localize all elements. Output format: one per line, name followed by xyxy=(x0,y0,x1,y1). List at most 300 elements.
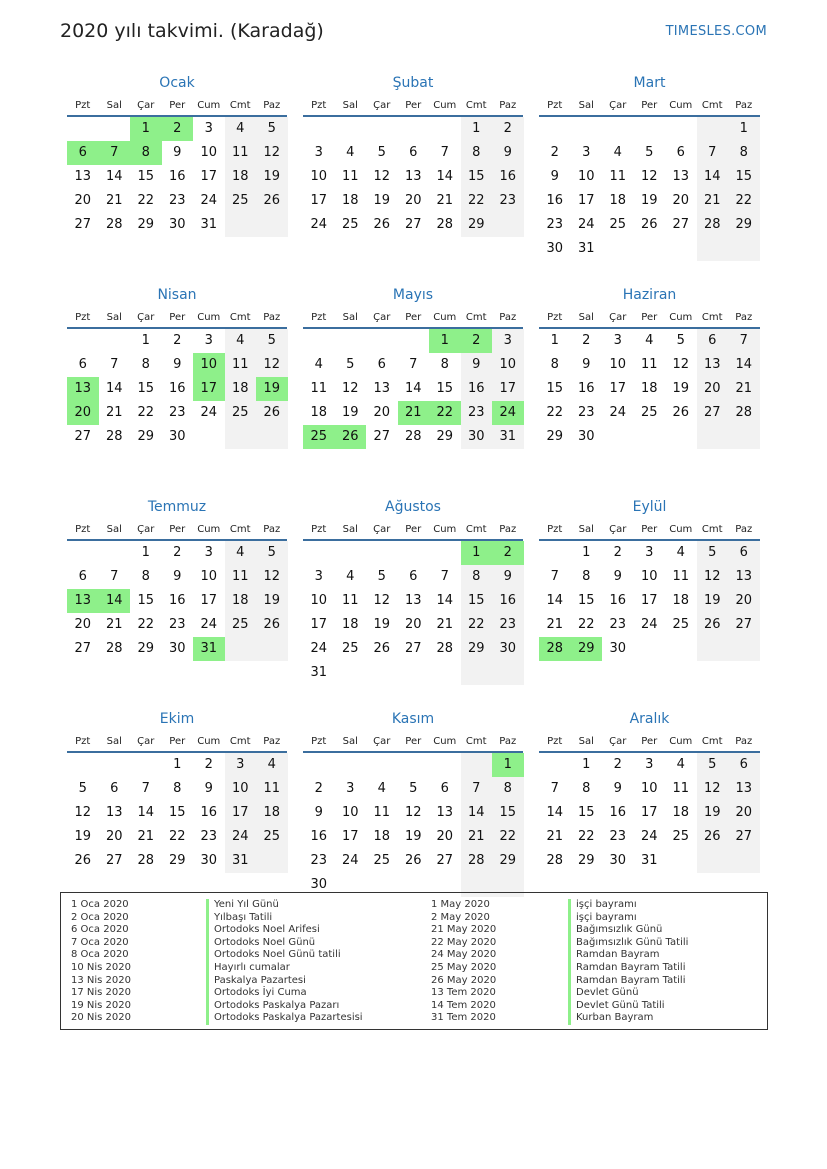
calendar-grid xyxy=(67,73,760,921)
weekday-label: Cmt xyxy=(701,524,723,535)
day-cell: 29 xyxy=(137,641,155,656)
weekday-label: Cum xyxy=(197,100,221,111)
empty-cell xyxy=(429,541,461,565)
empty-cell xyxy=(634,237,666,261)
empty-cell xyxy=(99,329,131,353)
holiday-date: 1 May 2020 xyxy=(431,899,490,910)
day-cell: 19 xyxy=(256,165,288,189)
day-cell: 15 xyxy=(546,381,564,396)
day-cell: 24 xyxy=(200,405,218,420)
weekday-label: Sal xyxy=(342,524,358,535)
holiday-day-cell: 17 xyxy=(193,377,225,401)
weekday-label: Per xyxy=(641,312,658,323)
day-cell: 2 xyxy=(550,145,559,160)
holiday-day-cell: 13 xyxy=(67,377,99,401)
day-cell: 31 xyxy=(492,425,524,449)
empty-cell xyxy=(492,661,524,685)
day-cell: 14 xyxy=(105,381,123,396)
empty-cell xyxy=(539,753,571,777)
day-cell: 15 xyxy=(137,593,155,608)
holiday-name: Yeni Yıl Günü xyxy=(206,899,363,912)
day-cell: 30 xyxy=(609,641,627,656)
empty-cell xyxy=(461,753,493,777)
day-cell: 22 xyxy=(492,825,524,849)
day-cell: 13 xyxy=(672,169,690,184)
empty-cell xyxy=(728,237,760,261)
day-cell: 12 xyxy=(404,805,422,820)
empty-cell xyxy=(256,637,288,661)
day-cell: 22 xyxy=(728,189,760,213)
day-cell: 31 xyxy=(225,849,257,873)
day-cell: 15 xyxy=(461,589,493,613)
day-cell: 20 xyxy=(74,193,92,208)
day-cell: 6 xyxy=(409,569,418,584)
day-cell: 5 xyxy=(377,145,386,160)
empty-cell xyxy=(571,117,603,141)
day-cell: 15 xyxy=(461,165,493,189)
day-cell: 30 xyxy=(168,429,186,444)
holiday-name: Devlet Günü xyxy=(568,987,688,1000)
holiday-date: 26 May 2020 xyxy=(431,974,497,986)
weekday-header xyxy=(539,97,760,117)
empty-cell xyxy=(634,117,666,141)
day-cell: 5 xyxy=(346,357,355,372)
month-name: Ağustos xyxy=(385,499,441,515)
day-cell: 12 xyxy=(672,357,690,372)
day-cell: 3 xyxy=(645,545,654,560)
day-cell: 28 xyxy=(728,401,760,425)
day-cell: 26 xyxy=(256,189,288,213)
day-grid xyxy=(303,753,523,897)
day-cell: 7 xyxy=(728,329,760,353)
day-cell: 22 xyxy=(137,405,155,420)
day-cell: 8 xyxy=(173,781,182,796)
weekday-label: Pzt xyxy=(547,736,563,747)
holiday-day-cell: 29 xyxy=(571,637,603,661)
day-cell: 22 xyxy=(461,189,493,213)
day-cell: 30 xyxy=(200,853,218,868)
holiday-date: 20 Nis 2020 xyxy=(71,1012,131,1024)
day-cell: 27 xyxy=(728,613,760,637)
day-cell: 24 xyxy=(200,193,218,208)
empty-cell xyxy=(366,117,398,141)
day-cell: 5 xyxy=(377,569,386,584)
day-cell: 10 xyxy=(640,569,658,584)
weekday-label: Cmt xyxy=(229,736,251,747)
day-cell: 17 xyxy=(310,617,328,632)
holiday-date: 17 Nis 2020 xyxy=(71,987,131,999)
day-cell: 27 xyxy=(74,641,92,656)
weekday-label: Pzt xyxy=(547,524,563,535)
day-cell: 3 xyxy=(582,145,591,160)
day-cell: 1 xyxy=(550,333,559,348)
day-cell: 13 xyxy=(728,565,760,589)
weekday-label: Per xyxy=(169,312,186,323)
day-cell: 10 xyxy=(310,169,328,184)
weekday-label: Çar xyxy=(609,312,627,323)
empty-cell xyxy=(398,117,430,141)
holiday-dates-column-1 xyxy=(71,899,131,1025)
empty-cell xyxy=(398,753,430,777)
empty-cell xyxy=(335,117,367,141)
day-cell: 27 xyxy=(74,429,92,444)
day-cell: 26 xyxy=(256,613,288,637)
day-cell: 14 xyxy=(404,381,422,396)
holiday-name: Bağımsızlık Günü Tatili xyxy=(568,937,688,950)
day-cell: 25 xyxy=(225,189,257,213)
empty-cell xyxy=(366,661,398,685)
empty-cell xyxy=(193,425,225,449)
empty-cell xyxy=(665,637,697,661)
day-cell: 28 xyxy=(546,853,564,868)
empty-cell xyxy=(602,425,634,449)
day-cell: 11 xyxy=(341,593,359,608)
day-cell: 11 xyxy=(256,777,288,801)
day-cell: 16 xyxy=(492,165,524,189)
day-cell: 27 xyxy=(697,401,729,425)
day-cell: 19 xyxy=(74,829,92,844)
day-cell: 25 xyxy=(225,613,257,637)
day-cell: 16 xyxy=(168,381,186,396)
day-cell: 14 xyxy=(461,801,493,825)
day-cell: 3 xyxy=(204,333,213,348)
day-cell: 20 xyxy=(105,829,123,844)
day-cell: 4 xyxy=(613,145,622,160)
holiday-day-cell: 31 xyxy=(193,637,225,661)
month-name: Kasım xyxy=(391,711,435,727)
weekday-label: Sal xyxy=(578,312,594,323)
holiday-date: 2 May 2020 xyxy=(431,911,490,923)
day-cell: 26 xyxy=(672,405,690,420)
day-grid xyxy=(67,541,287,661)
empty-cell xyxy=(429,661,461,685)
day-cell: 18 xyxy=(225,589,257,613)
weekday-label: Pzt xyxy=(311,736,327,747)
day-cell: 6 xyxy=(728,541,760,565)
empty-cell xyxy=(697,117,729,141)
day-cell: 17 xyxy=(200,593,218,608)
holiday-day-cell: 14 xyxy=(99,589,131,613)
day-cell: 23 xyxy=(168,405,186,420)
month-calendar xyxy=(303,73,523,285)
day-cell: 29 xyxy=(137,217,155,232)
holiday-date: 14 Tem 2020 xyxy=(431,999,496,1011)
day-cell: 9 xyxy=(613,569,622,584)
empty-cell xyxy=(366,753,398,777)
day-cell: 12 xyxy=(256,141,288,165)
empty-cell xyxy=(225,637,257,661)
holiday-list xyxy=(60,892,768,1030)
day-cell: 24 xyxy=(577,217,595,232)
empty-cell xyxy=(429,117,461,141)
day-cell: 8 xyxy=(728,141,760,165)
day-cell: 19 xyxy=(697,801,729,825)
holiday-name: Ortodoks Paskalya Pazartesisi xyxy=(206,1012,363,1025)
empty-cell xyxy=(398,329,430,353)
weekday-label: Paz xyxy=(735,736,753,747)
weekday-label: Pzt xyxy=(75,312,91,323)
day-cell: 9 xyxy=(461,353,493,377)
holiday-day-cell: 22 xyxy=(429,401,461,425)
holiday-name: Ortodoks Noel Günü tatili xyxy=(206,949,363,962)
day-cell: 28 xyxy=(461,849,493,873)
weekday-label: Pzt xyxy=(75,736,91,747)
weekday-label: Pzt xyxy=(311,524,327,535)
day-cell: 2 xyxy=(613,757,622,772)
day-cell: 13 xyxy=(697,353,729,377)
weekday-label: Paz xyxy=(499,524,517,535)
empty-cell xyxy=(665,849,697,873)
day-cell: 7 xyxy=(697,141,729,165)
day-cell: 12 xyxy=(373,169,391,184)
weekday-label: Sal xyxy=(342,736,358,747)
day-grid xyxy=(303,541,523,685)
day-cell: 7 xyxy=(440,145,449,160)
empty-cell xyxy=(634,425,666,449)
day-cell: 21 xyxy=(728,377,760,401)
day-cell: 23 xyxy=(310,853,328,868)
day-cell: 26 xyxy=(373,641,391,656)
day-cell: 7 xyxy=(440,569,449,584)
day-cell: 18 xyxy=(341,617,359,632)
day-cell: 2 xyxy=(173,333,182,348)
day-cell: 6 xyxy=(409,145,418,160)
day-cell: 31 xyxy=(310,665,328,680)
weekday-header xyxy=(303,733,523,753)
holiday-day-cell: 24 xyxy=(492,401,524,425)
day-cell: 23 xyxy=(609,617,627,632)
holiday-day-cell: 21 xyxy=(398,401,430,425)
day-cell: 23 xyxy=(546,217,564,232)
day-cell: 10 xyxy=(200,569,218,584)
day-cell: 26 xyxy=(256,401,288,425)
day-grid xyxy=(67,329,287,449)
day-cell: 21 xyxy=(546,617,564,632)
day-cell: 26 xyxy=(74,853,92,868)
day-cell: 1 xyxy=(582,757,591,772)
day-cell: 10 xyxy=(225,777,257,801)
day-cell: 30 xyxy=(546,241,564,256)
day-cell: 12 xyxy=(640,169,658,184)
day-cell: 7 xyxy=(409,357,418,372)
empty-cell xyxy=(99,753,131,777)
weekday-label: Per xyxy=(169,100,186,111)
empty-cell xyxy=(697,849,729,873)
month-calendar xyxy=(67,709,287,921)
day-cell: 22 xyxy=(137,193,155,208)
weekday-label: Pzt xyxy=(75,100,91,111)
empty-cell xyxy=(728,425,760,449)
day-cell: 16 xyxy=(609,593,627,608)
empty-cell xyxy=(492,213,524,237)
weekday-label: Cum xyxy=(669,524,693,535)
weekday-label: Paz xyxy=(735,312,753,323)
day-cell: 26 xyxy=(640,217,658,232)
day-cell: 15 xyxy=(137,381,155,396)
month-calendar xyxy=(67,497,287,709)
day-grid xyxy=(67,117,287,237)
day-cell: 4 xyxy=(676,545,685,560)
day-cell: 11 xyxy=(640,357,658,372)
day-cell: 20 xyxy=(697,377,729,401)
day-cell: 4 xyxy=(676,757,685,772)
day-grid xyxy=(539,329,760,449)
day-cell: 7 xyxy=(550,781,559,796)
day-grid xyxy=(67,753,287,873)
holiday-date: 22 May 2020 xyxy=(431,936,497,948)
day-cell: 6 xyxy=(697,329,729,353)
day-cell: 19 xyxy=(373,193,391,208)
day-cell: 20 xyxy=(404,193,422,208)
holiday-day-cell: 19 xyxy=(256,377,288,401)
empty-cell xyxy=(67,753,99,777)
holiday-day-cell: 28 xyxy=(539,637,571,661)
holiday-names-column-1 xyxy=(206,899,363,1025)
day-cell: 29 xyxy=(728,213,760,237)
day-cell: 5 xyxy=(697,541,729,565)
day-cell: 9 xyxy=(550,169,559,184)
day-cell: 14 xyxy=(697,165,729,189)
day-cell: 13 xyxy=(74,169,92,184)
empty-cell xyxy=(99,117,131,141)
weekday-label: Sal xyxy=(106,736,122,747)
weekday-label: Çar xyxy=(137,312,155,323)
weekday-label: Paz xyxy=(263,736,281,747)
empty-cell xyxy=(303,541,335,565)
day-cell: 8 xyxy=(141,357,150,372)
day-cell: 19 xyxy=(697,589,729,613)
day-cell: 27 xyxy=(404,217,422,232)
weekday-label: Çar xyxy=(137,524,155,535)
weekday-header xyxy=(303,97,523,117)
day-cell: 1 xyxy=(582,545,591,560)
day-cell: 13 xyxy=(436,805,454,820)
day-cell: 18 xyxy=(341,193,359,208)
day-cell: 25 xyxy=(672,829,690,844)
day-cell: 21 xyxy=(461,825,493,849)
empty-cell xyxy=(130,753,162,777)
day-cell: 11 xyxy=(609,169,627,184)
day-cell: 27 xyxy=(436,853,454,868)
day-cell: 23 xyxy=(168,193,186,208)
weekday-header xyxy=(539,733,760,753)
day-cell: 22 xyxy=(577,829,595,844)
month-calendar xyxy=(67,73,287,285)
day-cell: 13 xyxy=(728,777,760,801)
empty-cell xyxy=(366,329,398,353)
empty-cell xyxy=(335,661,367,685)
weekday-label: Cmt xyxy=(465,100,487,111)
day-cell: 27 xyxy=(728,825,760,849)
holiday-date: 31 Tem 2020 xyxy=(431,1012,496,1024)
day-cell: 28 xyxy=(105,429,123,444)
day-cell: 20 xyxy=(672,193,690,208)
empty-cell xyxy=(697,237,729,261)
day-cell: 4 xyxy=(256,753,288,777)
brand-link[interactable]: TIMESLES.COM xyxy=(665,24,767,39)
day-cell: 10 xyxy=(577,169,595,184)
day-cell: 22 xyxy=(577,617,595,632)
day-cell: 23 xyxy=(200,829,218,844)
empty-cell xyxy=(67,117,99,141)
holiday-day-cell: 6 xyxy=(67,141,99,165)
day-cell: 8 xyxy=(440,357,449,372)
day-cell: 16 xyxy=(168,593,186,608)
weekday-label: Sal xyxy=(578,524,594,535)
weekday-label: Cum xyxy=(197,524,221,535)
day-cell: 4 xyxy=(377,781,386,796)
day-cell: 29 xyxy=(492,849,524,873)
holiday-name: Yılbaşı Tatili xyxy=(206,912,363,925)
day-cell: 22 xyxy=(546,405,564,420)
day-cell: 1 xyxy=(728,117,760,141)
day-cell: 31 xyxy=(200,217,218,232)
day-cell: 6 xyxy=(110,781,119,796)
holiday-name: Kurban Bayram xyxy=(568,1012,688,1025)
day-cell: 11 xyxy=(373,805,391,820)
weekday-label: Cum xyxy=(433,312,457,323)
holiday-day-cell: 2 xyxy=(461,329,493,353)
day-cell: 3 xyxy=(346,781,355,796)
day-grid xyxy=(303,329,523,449)
holiday-date: 19 Nis 2020 xyxy=(71,999,131,1011)
day-grid xyxy=(539,541,760,661)
holiday-name: Paskalya Pazartesi xyxy=(206,975,363,988)
day-cell: 7 xyxy=(550,569,559,584)
day-cell: 21 xyxy=(105,405,123,420)
day-cell: 15 xyxy=(436,381,454,396)
day-grid xyxy=(539,753,760,873)
holiday-names-column-2 xyxy=(568,899,688,1025)
weekday-label: Cum xyxy=(197,312,221,323)
weekday-label: Per xyxy=(641,524,658,535)
weekday-label: Pzt xyxy=(311,312,327,323)
day-cell: 28 xyxy=(436,641,454,656)
day-cell: 8 xyxy=(461,141,493,165)
holiday-day-cell: 10 xyxy=(193,353,225,377)
day-cell: 1 xyxy=(461,117,493,141)
holiday-day-cell: 1 xyxy=(130,117,162,141)
empty-cell xyxy=(697,637,729,661)
day-cell: 17 xyxy=(200,169,218,184)
day-cell: 30 xyxy=(168,641,186,656)
month-calendar xyxy=(303,285,523,497)
day-cell: 29 xyxy=(137,429,155,444)
weekday-label: Cum xyxy=(669,312,693,323)
day-cell: 28 xyxy=(105,217,123,232)
day-cell: 2 xyxy=(582,333,591,348)
empty-cell xyxy=(665,117,697,141)
day-cell: 10 xyxy=(492,353,524,377)
day-cell: 16 xyxy=(609,805,627,820)
weekday-label: Cmt xyxy=(465,736,487,747)
weekday-label: Cmt xyxy=(701,100,723,111)
holiday-date: 21 May 2020 xyxy=(431,924,497,936)
day-cell: 17 xyxy=(640,593,658,608)
weekday-label: Cum xyxy=(197,736,221,747)
day-cell: 9 xyxy=(492,565,524,589)
day-cell: 4 xyxy=(346,569,355,584)
empty-cell xyxy=(728,849,760,873)
day-cell: 20 xyxy=(436,829,454,844)
holiday-day-cell: 1 xyxy=(461,541,493,565)
holiday-day-cell: 2 xyxy=(162,117,194,141)
weekday-label: Cmt xyxy=(229,312,251,323)
day-cell: 3 xyxy=(225,753,257,777)
day-cell: 23 xyxy=(492,189,524,213)
holiday-name: Ortodoks Noel Arifesi xyxy=(206,924,363,937)
holiday-date: 13 Nis 2020 xyxy=(71,974,131,986)
